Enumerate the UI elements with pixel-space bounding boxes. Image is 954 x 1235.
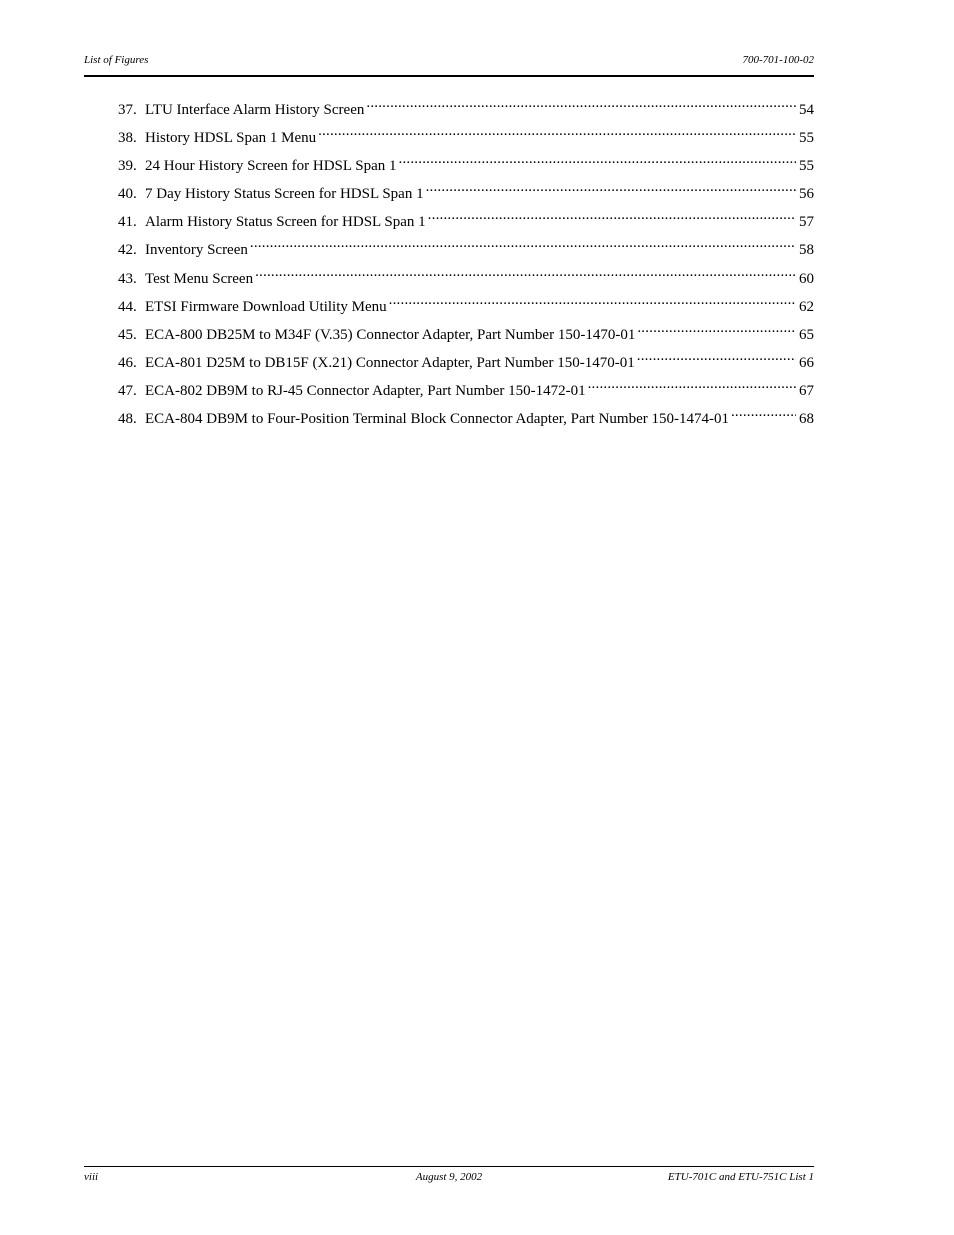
dot-leader <box>389 289 796 311</box>
dot-leader <box>318 120 796 142</box>
footer-page-number: viii <box>84 1171 99 1183</box>
figure-entry-37[interactable] <box>118 92 814 120</box>
figure-page: 66 <box>799 354 814 371</box>
figure-title: Inventory Screen <box>145 242 248 259</box>
figure-number: 44. <box>118 298 137 315</box>
figure-entry-42[interactable] <box>118 232 814 260</box>
figure-title: ECA-800 DB25M to M34F (V.35) Connector Adapter, Part Number 150-1470-01 <box>145 326 636 343</box>
dot-leader <box>588 373 796 395</box>
header-section-title: List of Figures <box>84 54 149 66</box>
figure-number: 48. <box>118 411 137 428</box>
figure-entry-43[interactable] <box>118 261 814 289</box>
list-of-figures <box>118 92 814 429</box>
figure-page: 67 <box>799 382 814 399</box>
figure-title: 24 Hour History Screen for HDSL Span 1 <box>145 158 397 175</box>
dot-leader <box>366 92 796 114</box>
figure-number: 41. <box>118 214 137 231</box>
figure-entry-38[interactable] <box>118 120 814 148</box>
figure-title: ECA-804 DB9M to Four-Position Terminal Block Connector Adapter, Part Number 150-1474-01 <box>145 411 729 428</box>
page-header <box>84 53 814 77</box>
figure-title: History HDSL Span 1 Menu <box>145 130 317 147</box>
figure-title: Test Menu Screen <box>145 270 254 287</box>
dot-leader <box>637 317 796 339</box>
dot-leader <box>637 345 796 367</box>
figure-title: ECA-801 D25M to DB15F (X.21) Connector Adapter, Part Number 150-1470-01 <box>145 354 635 371</box>
figure-number: 42. <box>118 242 137 259</box>
figure-page: 54 <box>799 102 814 118</box>
figure-number: 37. <box>118 102 137 118</box>
figure-number: 40. <box>118 186 137 203</box>
figure-number: 43. <box>118 270 137 287</box>
figure-entry-39[interactable] <box>118 148 814 176</box>
figure-entry-41[interactable] <box>118 204 814 232</box>
figure-page: 65 <box>799 326 814 343</box>
figure-entry-45[interactable] <box>118 317 814 345</box>
figure-entry-46[interactable] <box>118 345 814 373</box>
dot-leader <box>731 401 796 423</box>
figure-page: 58 <box>799 242 814 259</box>
figure-number: 47. <box>118 382 137 399</box>
dot-leader <box>250 232 796 254</box>
figure-title: Alarm History Status Screen for HDSL Span 1 <box>145 214 426 231</box>
figure-page: 55 <box>799 130 814 147</box>
figure-number: 46. <box>118 354 137 371</box>
dot-leader <box>428 204 796 226</box>
figure-number: 45. <box>118 326 137 343</box>
header-doc-number: 700-701-100-02 <box>742 54 814 66</box>
figure-number: 38. <box>118 130 137 147</box>
figure-page: 56 <box>799 186 814 203</box>
page-footer <box>84 1166 814 1187</box>
dot-leader <box>426 176 796 198</box>
figure-number: 39. <box>118 158 137 175</box>
figure-title: LTU Interface Alarm History Screen <box>145 102 365 118</box>
figure-entry-48[interactable] <box>118 401 814 429</box>
figure-page: 68 <box>799 411 814 428</box>
figure-page: 60 <box>799 270 814 287</box>
figure-page: 62 <box>799 298 814 315</box>
dot-leader <box>255 261 796 283</box>
figure-title: ECA-802 DB9M to RJ-45 Connector Adapter, Part Number 150-1472-01 <box>145 382 586 399</box>
footer-date: August 9, 2002 <box>415 1171 483 1183</box>
figure-title: ETSI Firmware Download Utility Menu <box>145 298 387 315</box>
figure-title: 7 Day History Status Screen for HDSL Span 1 <box>145 186 424 203</box>
footer-product: ETU-701C and ETU-751C List 1 <box>667 1171 814 1183</box>
dot-leader <box>399 148 797 170</box>
figure-entry-47[interactable] <box>118 373 814 401</box>
figure-entry-40[interactable] <box>118 176 814 204</box>
figure-page: 57 <box>799 214 814 231</box>
figure-page: 55 <box>799 158 814 175</box>
figure-entry-44[interactable] <box>118 289 814 317</box>
